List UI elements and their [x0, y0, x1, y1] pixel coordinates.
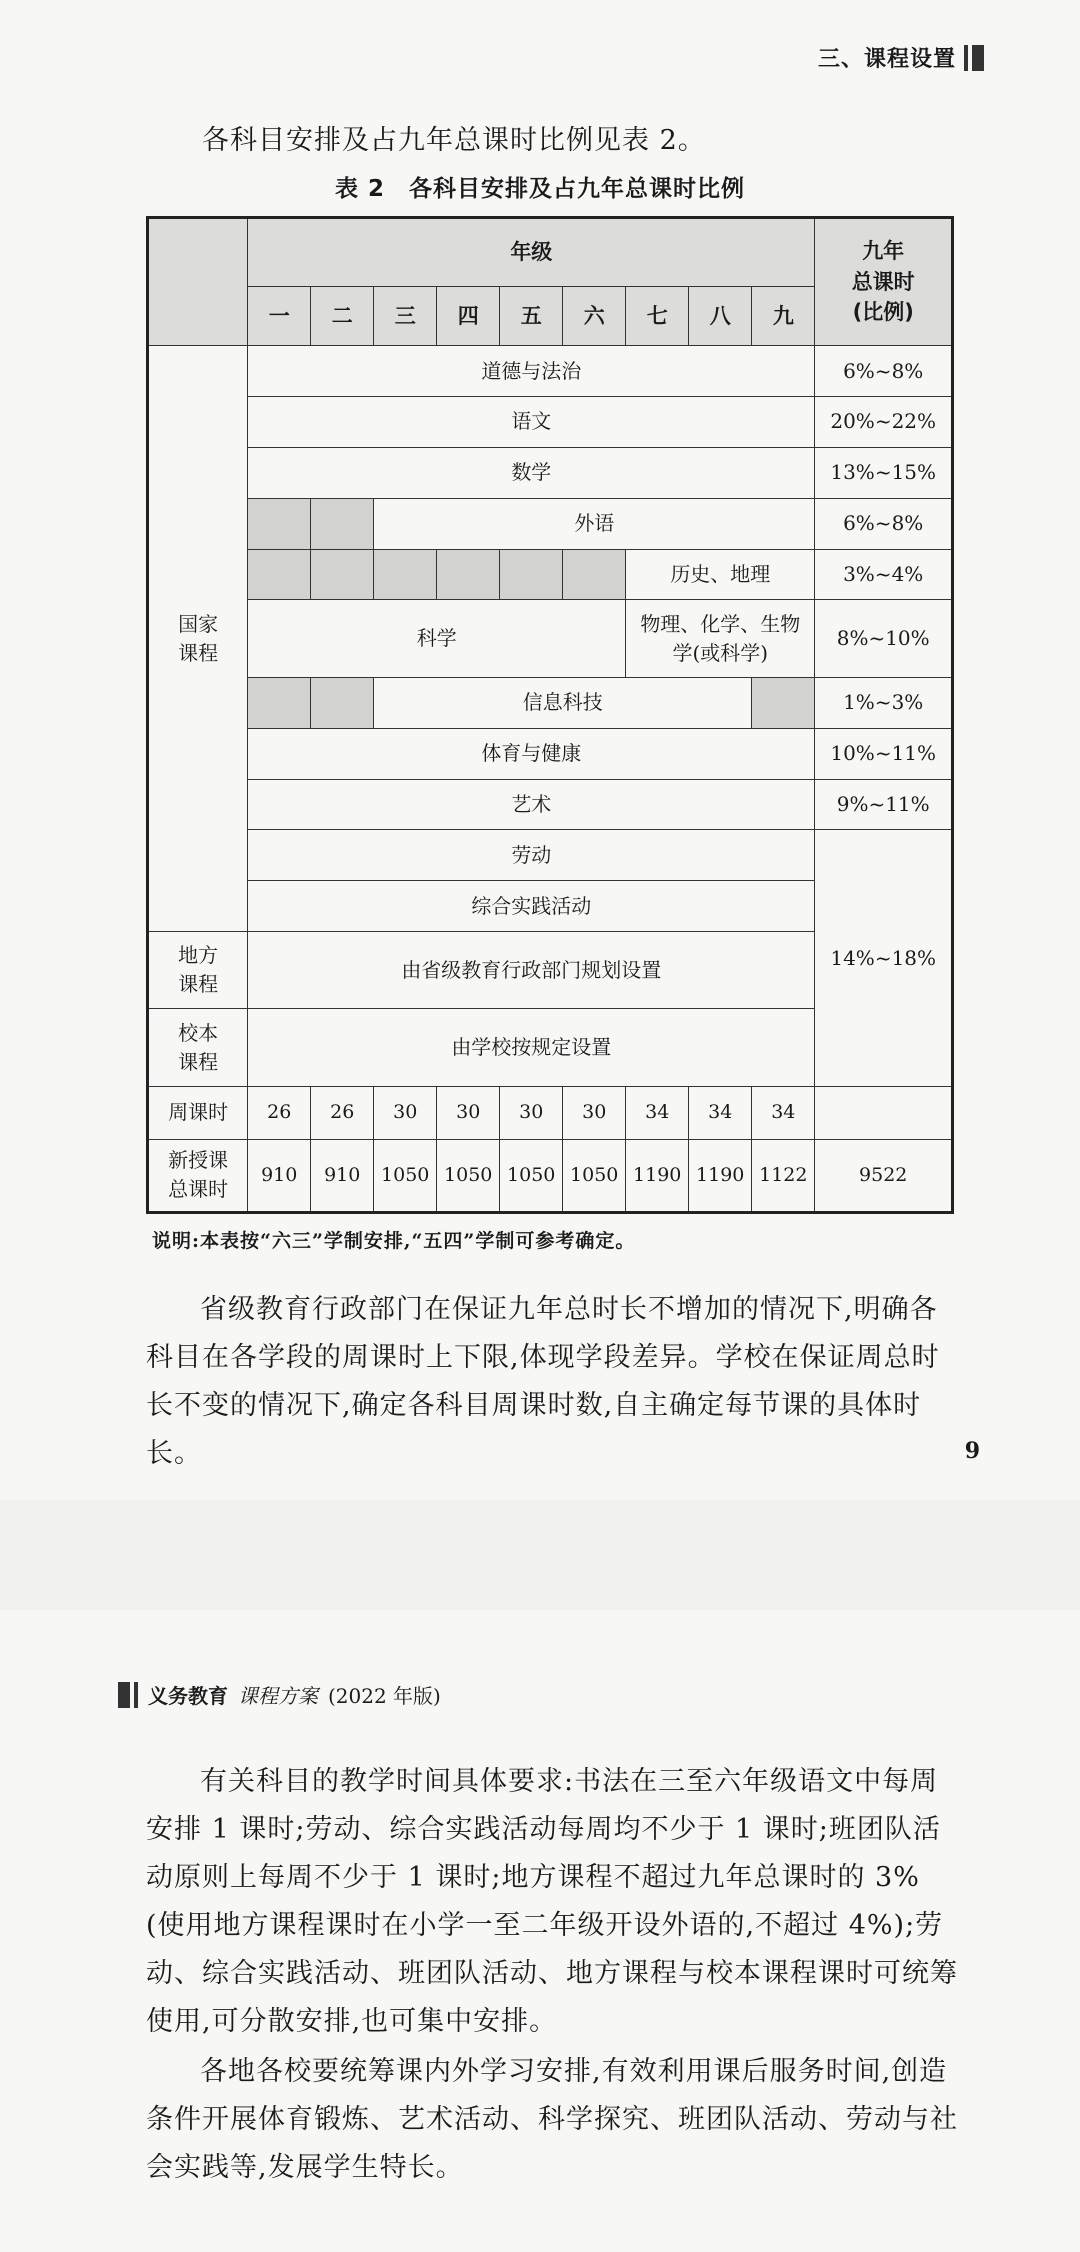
ratio-science: 8%~10% — [815, 600, 953, 677]
total-hours-label: 新授课 总课时 — [148, 1139, 248, 1212]
ratio-pe: 10%~11% — [815, 728, 953, 779]
local-course-label: 地方 课程 — [148, 932, 248, 1009]
shaded-cell — [500, 549, 563, 600]
total-hours-cell: 1190 — [689, 1139, 752, 1212]
shaded-cell — [752, 677, 815, 728]
subject-pe: 体育与健康 — [248, 728, 815, 779]
shaded-cell — [563, 549, 626, 600]
body-paragraph: 有关科目的教学时间具体要求:书法在三至六年级语文中每周安排 1 课时;劳动、综合实践活动每周均不少于 1 课时;班团队活动原则上每周不少于 1 课时;地方课程不超过九年总课时的 3%(使用地方课程课时在小学一至二年级开设外语的,不超过 4%);劳动、综合实践活动、班团队活动、地方课程与校本课程课时可统筹使用,可分散安排,也可集中安排。 — [146, 1766, 958, 2037]
total-header: 九年 总课时 (比例) — [815, 218, 953, 346]
subject-local: 由省级教育行政部门规划设置 — [248, 932, 815, 1009]
ratio-history: 3%~4% — [815, 549, 953, 600]
weekly-hours-cell: 30 — [500, 1086, 563, 1139]
shaded-cell — [311, 549, 374, 600]
grade-3: 三 — [374, 287, 437, 346]
weekly-hours-label: 周课时 — [148, 1086, 248, 1139]
subject-math: 数学 — [248, 447, 815, 498]
grade-2: 二 — [311, 287, 374, 346]
grade-4: 四 — [437, 287, 500, 346]
running-head-subtitle: 课程方案 — [238, 1684, 318, 1708]
running-head-book: 义务教育 — [148, 1684, 228, 1708]
total-hours-cell: 1050 — [437, 1139, 500, 1212]
shaded-cell — [311, 677, 374, 728]
subject-chinese: 语文 — [248, 397, 815, 448]
shaded-cell — [248, 677, 311, 728]
running-head — [818, 42, 984, 73]
body-paragraph: 各地各校要统筹课内外学习安排,有效利用课后服务时间,创造条件开展体育锻炼、艺术活动、科学探究、班团队活动、劳动与社会实践等,发展学生特长。 — [146, 2056, 958, 2183]
grade-1: 一 — [248, 287, 311, 346]
corner-cell — [148, 218, 248, 346]
grade-7: 七 — [626, 287, 689, 346]
total-hours-cell: 1050 — [563, 1139, 626, 1212]
page-number: 9 — [964, 1438, 980, 1464]
subject-science: 科学 — [248, 600, 626, 677]
intro-text: 各科目安排及占九年总课时比例见表 2。 — [202, 125, 706, 156]
subject-practice: 综合实践活动 — [248, 881, 815, 932]
weekly-hours-cell: 30 — [563, 1086, 626, 1139]
shaded-cell — [248, 549, 311, 600]
grade-header: 年级 — [248, 218, 815, 287]
weekly-hours-cell: 26 — [248, 1086, 311, 1139]
total-hours-cell: 910 — [248, 1139, 311, 1212]
book-page-10 — [0, 1610, 1080, 2252]
weekly-hours-total-empty — [815, 1086, 953, 1139]
running-head — [118, 1680, 441, 1709]
weekly-hours-cell: 34 — [752, 1086, 815, 1139]
subject-it: 信息科技 — [374, 677, 752, 728]
subject-foreign: 外语 — [374, 498, 815, 549]
shaded-cell — [248, 498, 311, 549]
ratio-math: 13%~15% — [815, 447, 953, 498]
grade-6: 六 — [563, 287, 626, 346]
weekly-hours-cell: 30 — [374, 1086, 437, 1139]
subject-labor: 劳动 — [248, 830, 815, 881]
ratio-foreign: 6%~8% — [815, 498, 953, 549]
ratio-chinese: 20%~22% — [815, 397, 953, 448]
body-paragraph: 省级教育行政部门在保证九年总时长不增加的情况下,明确各科目在各学段的周课时上下限,体现学段差异。学校在保证周总时长不变的情况下,确定各科目周课时数,自主确定每节课的具体时长。 — [146, 1294, 940, 1469]
grade-9: 九 — [752, 287, 815, 346]
table-note: 说明:本表按“六三”学制安排,“五四”学制可参考确定。 — [152, 1230, 636, 1252]
grade-5: 五 — [500, 287, 563, 346]
shaded-cell — [374, 549, 437, 600]
running-head-bar-icon — [964, 45, 984, 71]
running-head-title: 三、课程设置 — [817, 47, 956, 72]
weekly-hours-cell: 34 — [689, 1086, 752, 1139]
total-hours-sum: 9522 — [815, 1139, 953, 1212]
total-hours-cell: 1050 — [500, 1139, 563, 1212]
running-head-bar-icon — [118, 1682, 138, 1708]
total-hours-cell: 1190 — [626, 1139, 689, 1212]
subject-school: 由学校按规定设置 — [248, 1009, 815, 1086]
weekly-hours-cell: 26 — [311, 1086, 374, 1139]
total-hours-cell: 910 — [311, 1139, 374, 1212]
weekly-hours-cell: 30 — [437, 1086, 500, 1139]
school-course-label: 校本 课程 — [148, 1009, 248, 1086]
shaded-cell — [311, 498, 374, 549]
subject-art: 艺术 — [248, 779, 815, 830]
ratio-shared: 14%~18% — [815, 830, 953, 1086]
subject-history: 历史、地理 — [626, 549, 815, 600]
subject-moral: 道德与法治 — [248, 346, 815, 397]
shaded-cell — [437, 549, 500, 600]
weekly-hours-cell: 34 — [626, 1086, 689, 1139]
ratio-it: 1%~3% — [815, 677, 953, 728]
total-hours-cell: 1050 — [374, 1139, 437, 1212]
grade-8: 八 — [689, 287, 752, 346]
total-hours-cell: 1122 — [752, 1139, 815, 1212]
ratio-art: 9%~11% — [815, 779, 953, 830]
national-course-label: 国家 课程 — [148, 346, 248, 932]
subject-physics-chem-bio: 物理、化学、生物 学(或科学) — [626, 600, 815, 677]
running-head-year: (2022 年版) — [328, 1684, 441, 1708]
table-title: 表 2 各科目安排及占九年总课时比例 — [334, 176, 745, 202]
ratio-moral: 6%~8% — [815, 346, 953, 397]
curriculum-table — [146, 216, 954, 1214]
